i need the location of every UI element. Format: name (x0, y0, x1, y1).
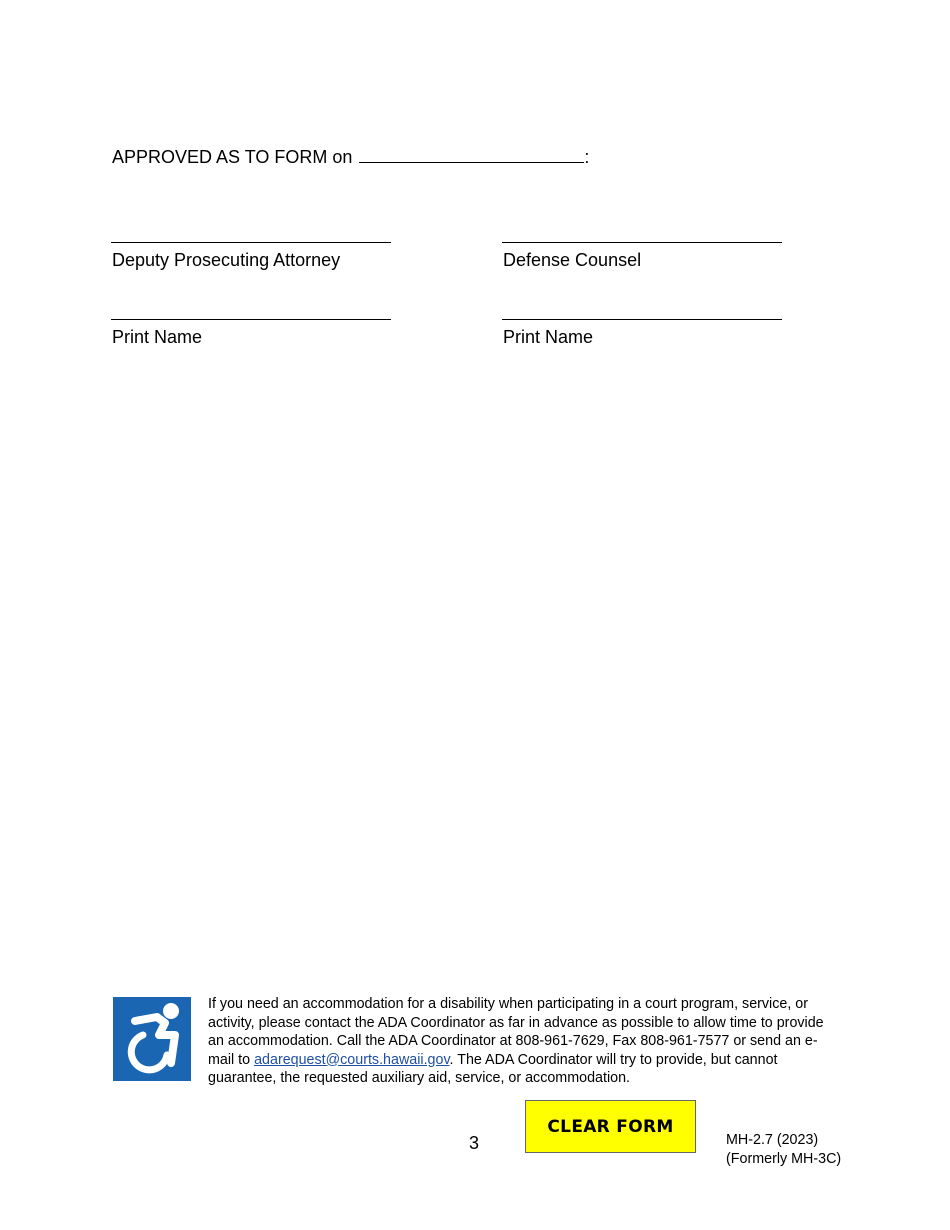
page-number: 3 (469, 1133, 480, 1153)
defense-signature-label: Defense Counsel (503, 250, 642, 270)
defense-signature-line[interactable] (502, 242, 782, 243)
ada-email-link[interactable]: adarequest@courts.hawaii.gov (254, 1051, 450, 1068)
approval-date-field[interactable] (359, 145, 584, 163)
form-number: MH-2.7 (2023) (726, 1132, 819, 1148)
prosecutor-signature-label: Deputy Prosecuting Attorney (112, 250, 341, 270)
ada-accommodation-notice (208, 995, 828, 1088)
approved-suffix: : (584, 147, 590, 167)
form-identifier (726, 1131, 841, 1169)
approved-as-to-form-line (112, 145, 589, 169)
approved-label: APPROVED AS TO FORM on (112, 147, 353, 167)
ada-notice-text: If you need an accommodation for a disability when participating in a court program, service, or activity, please contact the ADA Coordinator as far in advance as possible to allow time to provide an accommodation. Call the ADA Coordinator at 808-961-7629, Fax 808-961-7577 or send an e-mail to (208, 996, 824, 1068)
former-form-number: (Formerly MH-3C) (726, 1151, 842, 1167)
defense-print-name-line[interactable] (502, 319, 782, 320)
defense-print-name-label: Print Name (503, 327, 594, 347)
ada-notice-text-end: . The ADA Coordinator will try to provide, but cannot guarantee, the requested auxiliary aid, service, or accommodation. (208, 1051, 778, 1086)
prosecutor-print-name-line[interactable] (111, 319, 391, 320)
prosecutor-signature-line[interactable] (111, 242, 391, 243)
accessibility-icon (113, 997, 191, 1081)
clear-form-button[interactable]: CLEAR FORM (525, 1100, 696, 1153)
prosecutor-print-name-label: Print Name (112, 327, 203, 347)
